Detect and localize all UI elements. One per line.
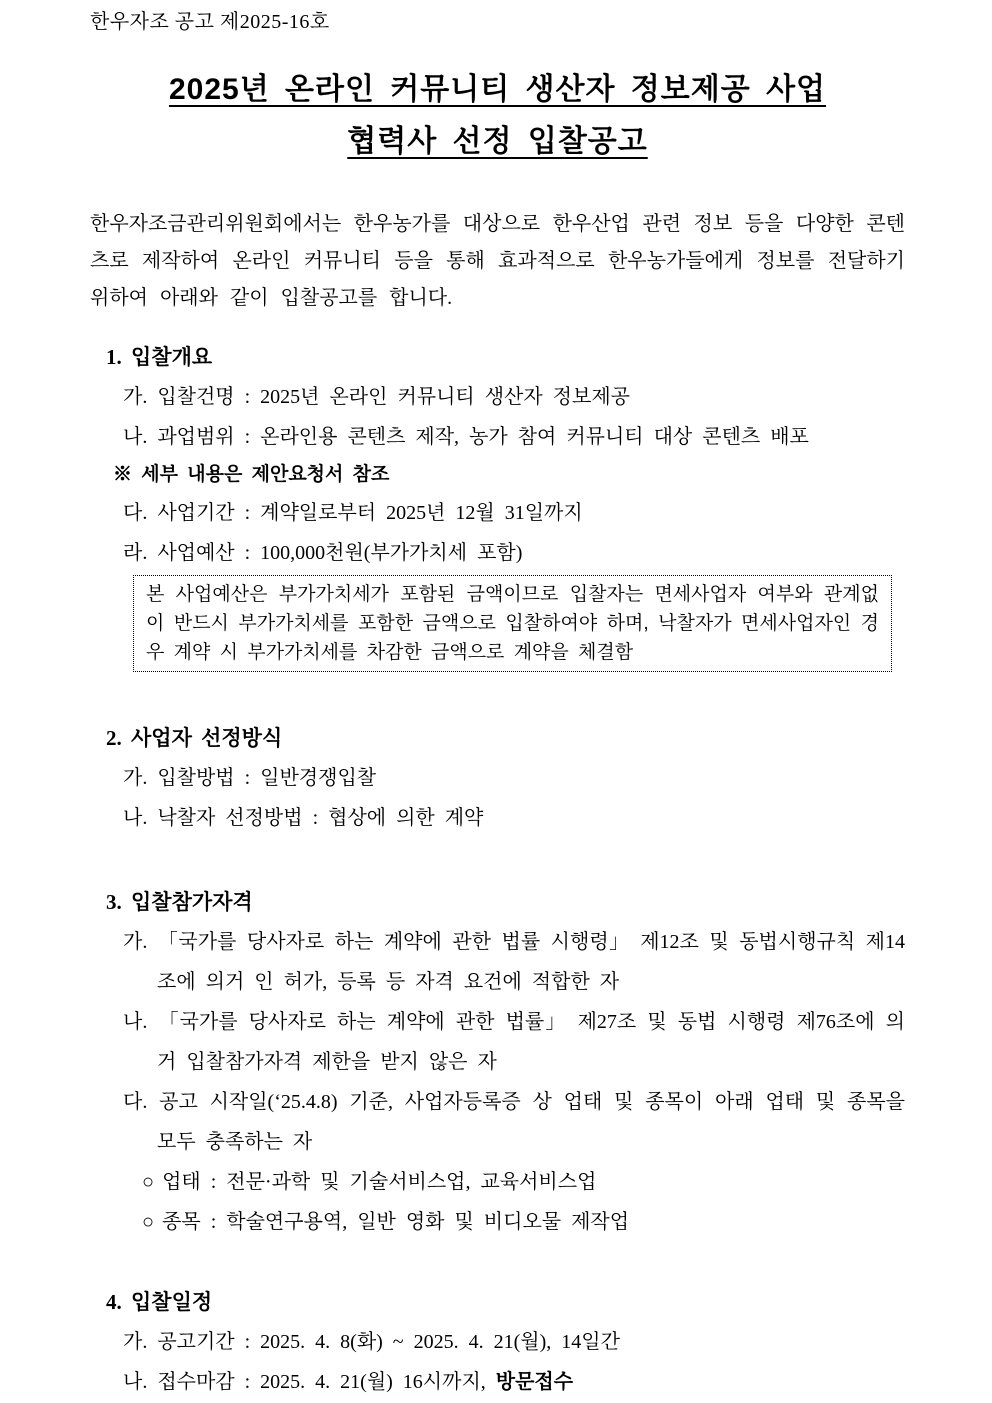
item-label: 라. bbox=[123, 542, 148, 564]
circle-bullet-icon: ○ bbox=[142, 1171, 155, 1193]
item-label: 가. bbox=[123, 931, 148, 953]
item-text: 낙찰자 선정방법 : 협상에 의한 계약 bbox=[157, 807, 484, 829]
bold-text: 방문접수 bbox=[495, 1371, 574, 1393]
list-item bbox=[123, 1002, 905, 1082]
circle-bullet-icon: ○ bbox=[142, 1211, 155, 1233]
bullet-text: 업태 : 전문·과학 및 기술서비스업, 교육서비스업 bbox=[162, 1171, 597, 1193]
item-label: 다. bbox=[123, 1091, 148, 1113]
list-item bbox=[123, 798, 905, 838]
item-label: 가. bbox=[123, 1331, 148, 1353]
section-2-heading: 2. 사업자 선정방식 bbox=[106, 726, 283, 750]
list-item bbox=[123, 922, 905, 1002]
intro-paragraph: 한우자조금관리위원회에서는 한우농가를 대상으로 한우산업 관련 정보 등을 다양한 콘텐츠로 제작하여 온라인 커뮤니티 등을 통해 효과적으로 한우농가들에게 정보를 전달하기 위하여 아래와 같이 입찰공고를 합니다. bbox=[90, 213, 905, 309]
item-text: 입찰방법 : 일반경쟁입찰 bbox=[157, 767, 377, 789]
item-text: 접수마감 : 2025. 4. 21(월) 16시까지, bbox=[157, 1371, 496, 1393]
budget-note-box: 본 사업예산은 부가가치세가 포함된 금액이므로 입찰자는 면세사업자 여부와 관계없이 반드시 부가가치세를 포함한 금액으로 입찰하여야 하며, 낙찰자가 면세사업자인 경우 계약 시 부가가치세를 차감한 금액으로 계약을 체결함 bbox=[133, 575, 892, 672]
list-item bbox=[123, 1362, 905, 1402]
list-item bbox=[123, 377, 905, 417]
list-item bbox=[123, 1082, 905, 1162]
item-text: 사업예산 : 100,000천원(부가가치세 포함) bbox=[157, 542, 523, 564]
bullet-text: 종목 : 학술연구용역, 일반 영화 및 비디오물 제작업 bbox=[162, 1211, 630, 1233]
item-label: 다. bbox=[123, 502, 148, 524]
title-line-1: 2025년 온라인 커뮤니티 생산자 정보제공 사업 bbox=[168, 73, 827, 106]
list-item bbox=[123, 533, 905, 573]
section-3 bbox=[90, 882, 905, 1242]
title-line-2: 협력사 선정 입찰공고 bbox=[347, 125, 648, 158]
item-label: 나. bbox=[123, 1011, 148, 1033]
section-4-heading: 4. 입찰일정 bbox=[106, 1290, 213, 1314]
item-text: 입찰건명 : 2025년 온라인 커뮤니티 생산자 정보제공 bbox=[157, 386, 630, 408]
item-label: 가. bbox=[123, 386, 148, 408]
list-item bbox=[123, 493, 905, 533]
list-item bbox=[123, 1322, 905, 1362]
bullet-item bbox=[142, 1202, 905, 1242]
doc-number: 한우자조 공고 제2025-16호 bbox=[90, 11, 330, 33]
item-label: 나. bbox=[123, 426, 148, 448]
section-2 bbox=[90, 718, 905, 838]
list-item bbox=[123, 417, 905, 457]
document-title bbox=[90, 64, 905, 168]
bullet-item bbox=[142, 1162, 905, 1202]
item-text: 「국가를 당사자로 하는 계약에 관한 법률」 제27조 및 동법 시행령 제76조에 의거 입찰참가자격 제한을 받지 않은 자 bbox=[157, 1011, 906, 1073]
item-text: 과업범위 : 온라인용 콘텐츠 제작, 농가 참여 커뮤니티 대상 콘텐츠 배포 bbox=[157, 426, 809, 448]
section-1-heading: 1. 입찰개요 bbox=[106, 345, 213, 369]
section-4 bbox=[90, 1282, 905, 1402]
item-text: 공고기간 : 2025. 4. 8(화) ~ 2025. 4. 21(월), 14일간 bbox=[157, 1331, 620, 1353]
item-label: 나. bbox=[123, 807, 148, 829]
item-label: 나. bbox=[123, 1371, 148, 1393]
item-text: 「국가를 당사자로 하는 계약에 관한 법률 시행령」 제12조 및 동법시행규칙 제14조에 의거 인 허가, 등록 등 자격 요건에 적합한 자 bbox=[157, 931, 906, 993]
item-text: 공고 시작일(‘25.4.8) 기준, 사업자등록증 상 업태 및 종목이 아래 업태 및 종목을 모두 충족하는 자 bbox=[157, 1091, 905, 1153]
item-text: 사업기간 : 계약일로부터 2025년 12월 31일까지 bbox=[157, 502, 583, 524]
reference-note: ※ 세부 내용은 제안요청서 참조 bbox=[113, 464, 390, 485]
section-3-heading: 3. 입찰참가자격 bbox=[106, 890, 253, 914]
item-label: 가. bbox=[123, 767, 148, 789]
list-item bbox=[123, 758, 905, 798]
section-1 bbox=[90, 337, 905, 672]
